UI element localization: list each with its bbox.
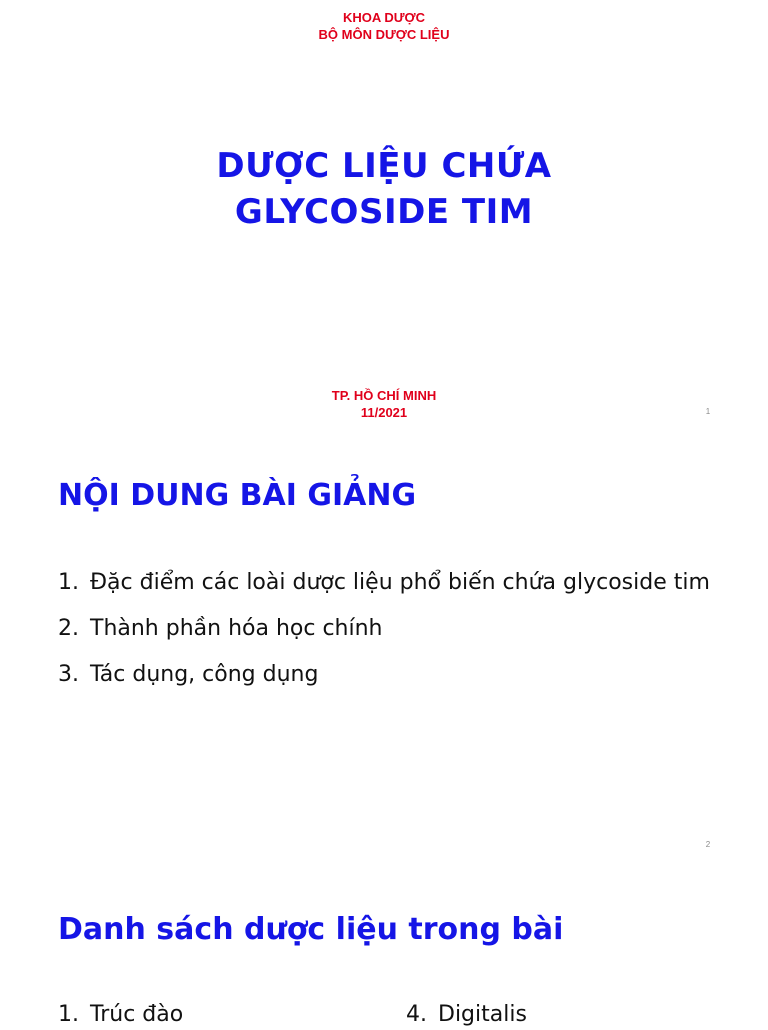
list-item-number: 1. (58, 1002, 79, 1027)
list-item (58, 1000, 183, 1030)
title-slide (0, 0, 768, 432)
faculty-label: KHOA DƯỢC (342, 10, 426, 25)
list-item-text: Trúc đào (90, 1002, 184, 1027)
department-label: BỘ MÔN DƯỢC LIỆU (318, 27, 450, 42)
herb-list-heading: Danh sách dược liệu trong bài (58, 912, 564, 947)
list-item-number: 3. (58, 662, 79, 687)
city-label: TP. HỒ CHÍ MINH (331, 388, 437, 403)
list-item-text: Digitalis (438, 1002, 527, 1027)
list-item-number: 4. (406, 1002, 427, 1027)
list-item-text: Đặc điểm các loài dược liệu phổ biến chứa glycoside tim (90, 570, 710, 595)
list-item (58, 660, 318, 690)
list-item-number: 1. (58, 570, 79, 595)
list-item (406, 1000, 527, 1030)
slide-title-line-2: GLYCOSIDE TIM (234, 192, 534, 232)
page-number: 2 (705, 840, 711, 849)
list-item-text: Thành phần hóa học chính (90, 616, 383, 641)
date-label: 11/2021 (360, 405, 408, 420)
list-item-text: Tác dụng, công dụng (90, 662, 319, 687)
list-item-number: 2. (58, 616, 79, 641)
contents-slide (0, 432, 768, 864)
list-item (58, 614, 382, 644)
page-number: 1 (705, 407, 711, 416)
contents-heading: NỘI DUNG BÀI GIẢNG (58, 478, 417, 513)
list-item (58, 568, 710, 598)
herb-list-slide (0, 864, 768, 1027)
slide-title-line-1: DƯỢC LIỆU CHỨA (216, 146, 552, 186)
